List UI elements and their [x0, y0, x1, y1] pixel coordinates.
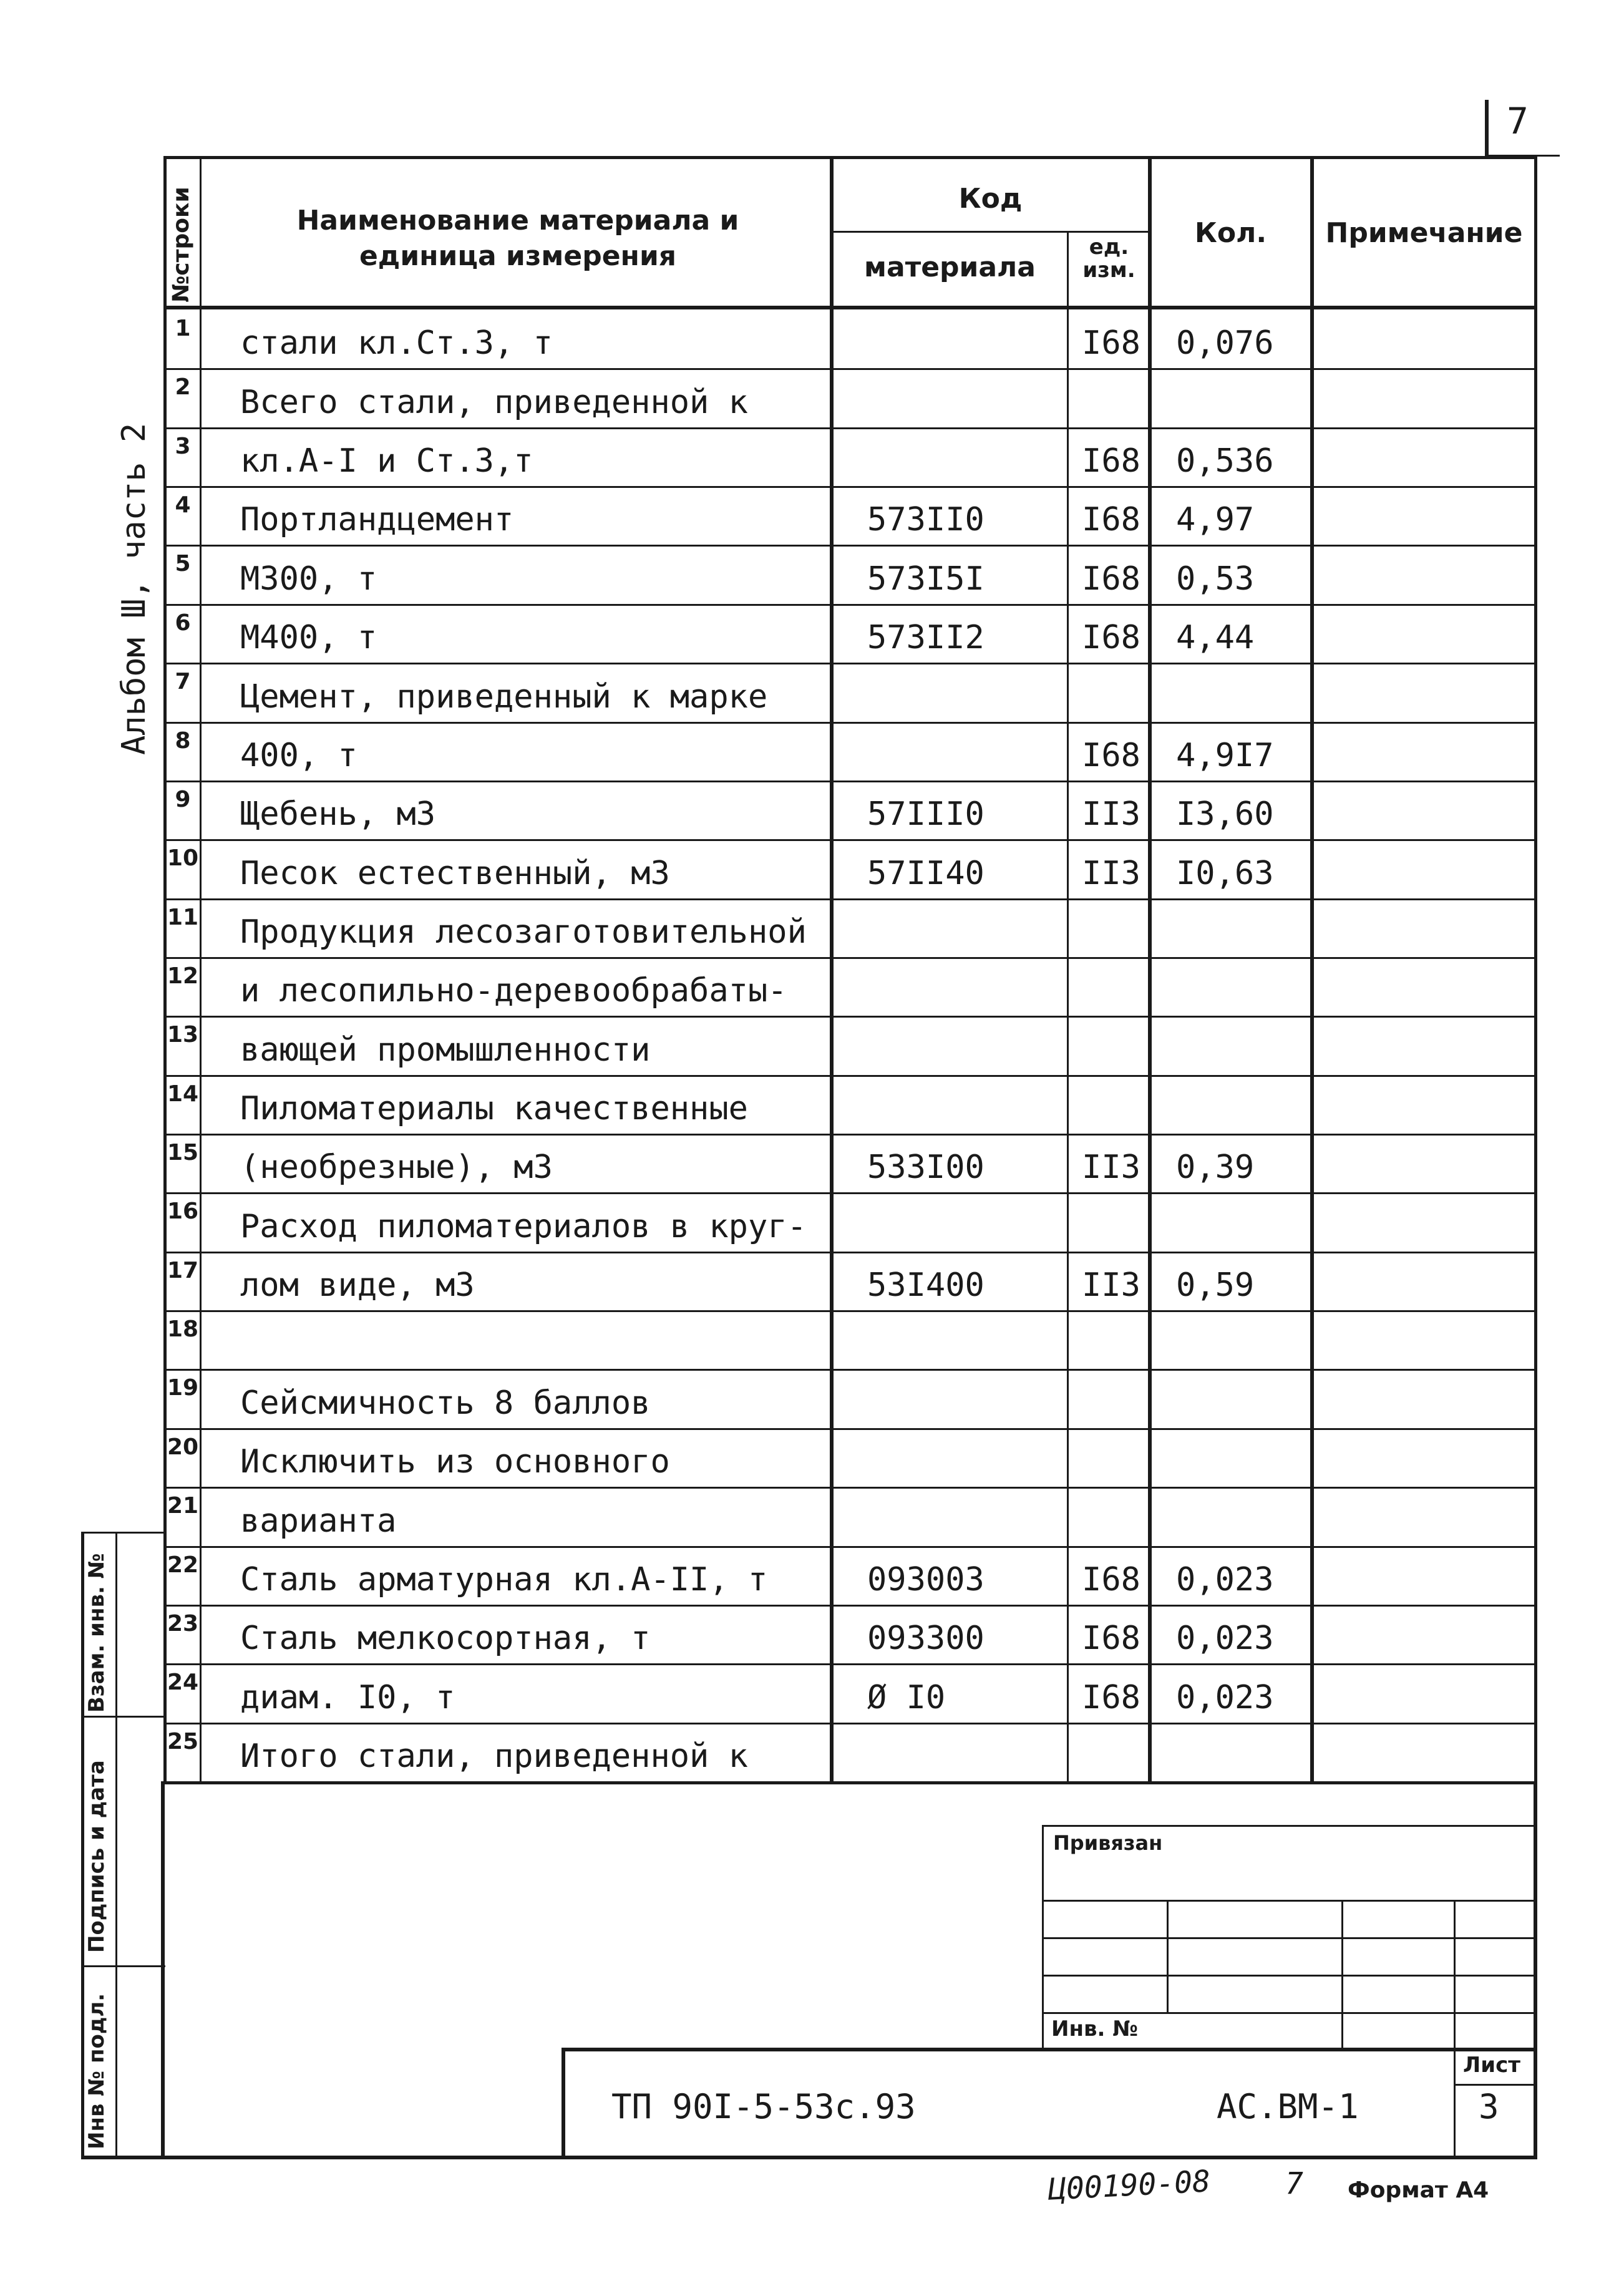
row-quantity: I3,60 — [1176, 795, 1274, 834]
row-divider — [163, 663, 1537, 664]
row-quantity: 0,536 — [1176, 442, 1274, 480]
left-stamp-div1 — [81, 1716, 165, 1718]
row-number: 3 — [175, 433, 191, 459]
row-divider — [163, 722, 1537, 724]
row-number: 11 — [167, 904, 199, 930]
row-number: 8 — [175, 727, 191, 754]
row-name: кл.А-I и Ст.3,т — [240, 442, 533, 480]
sheet-label: Лист — [1463, 2053, 1520, 2078]
row-name: лом виде, м3 — [240, 1267, 475, 1305]
row-name: Песок естественный, м3 — [240, 854, 670, 892]
row-number: 25 — [167, 1728, 199, 1754]
header-code: Код — [958, 183, 1023, 215]
row-unit-code: I68 — [1082, 560, 1140, 598]
lower-frame-bottom — [81, 2156, 1537, 2159]
row-number: 12 — [167, 963, 199, 989]
row-name: стали кл.Ст.3, т — [240, 324, 553, 362]
row-quantity: 0,076 — [1176, 324, 1274, 362]
row-number: 7 — [175, 669, 191, 695]
stamp-inv-no: Инв. № — [1051, 2016, 1139, 2041]
col-line-qty — [1310, 156, 1314, 1784]
sheet-col-left — [1454, 2048, 1456, 2157]
row-unit-code: I68 — [1082, 1620, 1140, 1658]
left-stamp-div2 — [81, 1965, 165, 1967]
row-number: 6 — [175, 610, 191, 636]
stamp-inv-podl: Инв № подл. — [84, 1993, 109, 2149]
row-number: 10 — [167, 845, 199, 872]
header-unit: ед. изм. — [1082, 235, 1135, 283]
row-name: Щебень, м3 — [240, 795, 436, 834]
row-unit-code: I68 — [1082, 324, 1140, 362]
row-divider — [163, 604, 1537, 606]
privyazan-row3 — [1042, 1975, 1535, 1977]
row-unit-code: I68 — [1082, 442, 1140, 480]
doc-code: ТП 90I-5-53с.93 — [611, 2087, 916, 2126]
row-name: диам. I0, т — [240, 1678, 455, 1716]
row-name: (необрезные), м3 — [240, 1149, 553, 1187]
row-number: 4 — [175, 492, 191, 518]
stamp-podpis: Подпись и дата — [84, 1760, 109, 1953]
row-name: 400, т — [240, 736, 357, 774]
privyazan-col1 — [1167, 1900, 1169, 2012]
row-name: М400, т — [240, 619, 377, 657]
lower-frame-left — [161, 1781, 165, 2159]
row-divider — [163, 839, 1537, 841]
privyazan-col3 — [1454, 1900, 1456, 2050]
left-stamp-inner-line — [115, 1532, 117, 2156]
row-unit-code: II3 — [1082, 795, 1140, 834]
row-number: 16 — [167, 1199, 199, 1225]
row-divider — [163, 898, 1537, 900]
row-divider — [163, 1546, 1537, 1548]
row-quantity: 0,53 — [1176, 560, 1255, 598]
row-material-code: 093003 — [867, 1560, 985, 1598]
row-name: Всего стали, приведенной к — [240, 383, 748, 421]
header-material: материала — [864, 251, 1036, 283]
row-material-code: 573I5I — [867, 560, 985, 598]
row-divider — [163, 1723, 1537, 1724]
row-divider — [163, 486, 1537, 488]
row-divider — [163, 1016, 1537, 1018]
row-quantity: 4,97 — [1176, 501, 1255, 539]
privyazan-col2 — [1341, 1900, 1343, 2050]
privyazan-row2 — [1042, 1937, 1535, 1939]
row-quantity: 0,59 — [1176, 1267, 1255, 1305]
row-name: М300, т — [240, 560, 377, 598]
privyazan-top — [1042, 1825, 1535, 1827]
page-number-rule — [1485, 100, 1489, 156]
header-row-no: №строки — [168, 187, 194, 303]
row-name: Цемент, приведенный к марке — [240, 678, 768, 716]
header-qty: Кол. — [1194, 217, 1267, 249]
row-divider — [163, 1192, 1537, 1194]
privyazan-row4 — [1042, 2012, 1535, 2014]
col-line-material — [1067, 231, 1069, 1784]
row-name: Сталь мелкосортная, т — [240, 1620, 651, 1658]
sheet-number: 3 — [1479, 2087, 1499, 2126]
side-label: Альбом Ш, часть 2 — [115, 422, 153, 755]
row-name: Пиломатериалы качественные — [240, 1090, 748, 1128]
row-divider — [163, 427, 1537, 429]
row-divider — [163, 1134, 1537, 1136]
col-line-rowno — [200, 156, 202, 1784]
row-unit-code: I68 — [1082, 501, 1140, 539]
row-name: варианта — [240, 1502, 397, 1540]
lower-frame-right — [1534, 1781, 1537, 2159]
row-unit-code: I68 — [1082, 1678, 1140, 1716]
row-number: 1 — [175, 316, 191, 341]
row-divider — [163, 1663, 1537, 1665]
col-line-unit — [1148, 156, 1152, 1784]
row-unit-code: II3 — [1082, 854, 1140, 892]
row-material-code: 093300 — [867, 1620, 985, 1658]
header-name: Наименование материала и единица измерения — [296, 205, 739, 273]
row-name: Сталь арматурная кл.А-II, т — [240, 1560, 768, 1598]
row-name: и лесопильно-деревообрабаты- — [240, 972, 787, 1010]
row-name: Продукция лесозаготовительной — [240, 913, 807, 951]
row-name: Расход пиломатериалов в круг- — [240, 1207, 807, 1245]
row-name: Сейсмичность 8 баллов — [240, 1384, 651, 1422]
row-material-code: 57II40 — [867, 854, 985, 892]
row-material-code: 53I400 — [867, 1267, 985, 1305]
stamp-vzam: Взам. инв. № — [84, 1553, 109, 1713]
header-divider — [163, 306, 1537, 309]
row-divider — [163, 1605, 1537, 1607]
footer-handwritten: Ц00190-08 — [1047, 2164, 1212, 2207]
sheet-label-divider — [1454, 2084, 1535, 2086]
row-material-code: 533I00 — [867, 1149, 985, 1187]
row-divider — [163, 545, 1537, 547]
row-divider — [163, 1487, 1537, 1489]
row-name: Портландцемент — [240, 501, 514, 539]
footer-format: Формат А4 — [1348, 2177, 1489, 2203]
title-strip-top — [562, 2048, 1535, 2051]
row-divider — [163, 1310, 1537, 1312]
row-number: 9 — [175, 786, 191, 812]
row-divider — [163, 1075, 1537, 1077]
row-divider — [163, 368, 1537, 370]
stamp-privyazan: Привязан — [1053, 1831, 1163, 1855]
row-number: 22 — [167, 1552, 199, 1578]
row-number: 20 — [167, 1434, 199, 1460]
row-quantity: 0,39 — [1176, 1149, 1255, 1187]
row-number: 13 — [167, 1022, 199, 1048]
row-number: 15 — [167, 1140, 199, 1166]
row-quantity: 0,023 — [1176, 1560, 1274, 1598]
row-divider — [163, 957, 1537, 959]
row-unit-code: I68 — [1082, 619, 1140, 657]
row-divider — [163, 781, 1537, 782]
code-header-divider — [830, 231, 1148, 233]
row-number: 18 — [167, 1316, 199, 1343]
row-unit-code: I68 — [1082, 736, 1140, 774]
row-number: 24 — [167, 1670, 199, 1696]
row-divider — [163, 1428, 1537, 1430]
row-name: вающей промышленности — [240, 1031, 651, 1069]
row-quantity: 4,9I7 — [1176, 736, 1274, 774]
row-material-code: Ø I0 — [867, 1678, 946, 1716]
row-name: Итого стали, приведенной к — [240, 1738, 748, 1775]
header-note: Примечание — [1325, 217, 1523, 249]
privyazan-row1 — [1042, 1900, 1535, 1902]
row-number: 2 — [175, 374, 191, 401]
row-quantity: 0,023 — [1176, 1620, 1274, 1658]
row-material-code: 57III0 — [867, 795, 985, 834]
row-unit-code: II3 — [1082, 1149, 1140, 1187]
row-unit-code: II3 — [1082, 1267, 1140, 1305]
col-line-name — [830, 156, 834, 1784]
row-material-code: 573II2 — [867, 619, 985, 657]
row-number: 21 — [167, 1493, 199, 1519]
footer-page-mark: 7 — [1285, 2166, 1303, 2201]
left-stamp-top — [81, 1532, 165, 1534]
row-quantity: 0,023 — [1176, 1678, 1274, 1716]
title-strip-left — [562, 2048, 565, 2157]
row-quantity: I0,63 — [1176, 854, 1274, 892]
page-number: 7 — [1507, 100, 1529, 142]
row-number: 14 — [167, 1081, 199, 1107]
row-quantity: 4,44 — [1176, 619, 1255, 657]
row-number: 17 — [167, 1257, 199, 1283]
row-material-code: 573II0 — [867, 501, 985, 539]
row-number: 5 — [175, 551, 191, 577]
row-divider — [163, 1369, 1537, 1371]
row-unit-code: I68 — [1082, 1560, 1140, 1598]
row-number: 23 — [167, 1610, 199, 1637]
row-divider — [163, 1252, 1537, 1253]
row-name: Исключить из основного — [240, 1443, 670, 1481]
row-number: 19 — [167, 1375, 199, 1401]
sheet-code: АС.ВМ-1 — [1217, 2087, 1359, 2126]
